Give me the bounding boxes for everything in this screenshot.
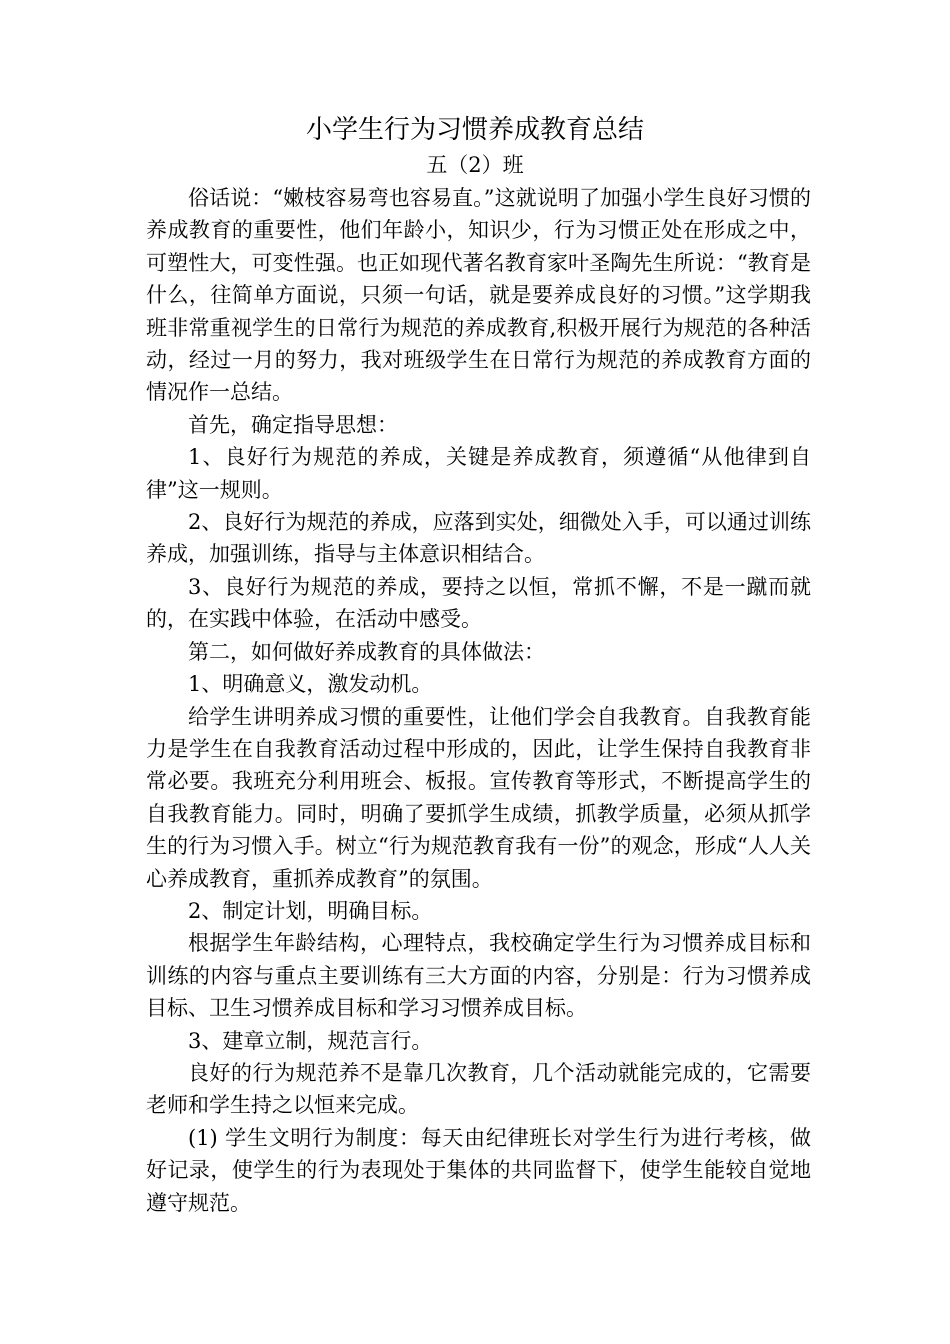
paragraph-method-1-heading: 1、明确意义，激发动机。 [188, 672, 433, 697]
paragraph-point-2: 2、良好行为规范的养成，应落到实处，细微处入手，可以通过训练养成，加强训练，指导与主体意识相结合。 [146, 510, 811, 567]
paragraph-intro: 俗话说：“嫩枝容易弯也容易直。”这就说明了加强小学生良好习惯的养成教育的重要性，他们年龄小，知识少，行为习惯正处在形成之中，可塑性大，可变性强。也正如现代著名教育家叶圣陶先生所说：“教育是什么，往简单方面说，只须一句话，就是要养成良好的习惯。”这学期我班非常重视学生的日常行为规范的养成教育,积极开展行为规范的各种活动，经过一月的努力，我对班级学生在日常行为规范的养成教育方面的情况作一总结。 [146, 186, 811, 405]
paragraph-methods-heading: 第二，如何做好养成教育的具体做法： [188, 639, 545, 664]
document-subtitle: 五（2）班 [426, 153, 524, 177]
paragraph-method-2-body: 根据学生年龄结构，心理特点，我校确定学生行为习惯养成目标和训练的内容与重点主要训练有三大方面的内容，分别是：行为习惯养成目标、卫生习惯养成目标和学习习惯养成目标。 [146, 931, 811, 1021]
paragraph-method-1-body: 给学生讲明养成习惯的重要性，让他们学会自我教育。自我教育能力是学生在自我教育活动过程中形成的，因此，让学生保持自我教育非常必要。我班充分利用班会、板报。宣传教育等形式，不断提高学生的自我教育能力。同时，明确了要抓学生成绩，抓教学质量，必须从抓学生的行为习惯入手。树立“行为规范教育我有一份”的观念，形成“人人关心养成教育，重抓养成教育”的氛围。 [146, 704, 811, 891]
paragraph-method-3-heading: 3、建章立制，规范言行。 [188, 1028, 433, 1053]
document-body [146, 182, 811, 1219]
paragraph-method-3-item-1: (1) 学生文明行为制度：每天由纪律班长对学生行为进行考核，做好记录，使学生的行为表现处于集体的共同监督下，使学生能较自觉地遵守规范。 [146, 1125, 811, 1215]
paragraph-method-2-heading: 2、制定计划，明确目标。 [188, 898, 433, 923]
paragraph-point-3: 3、良好行为规范的养成，要持之以恒，常抓不懈，不是一蹴而就的，在实践中体验，在活动中感受。 [146, 574, 811, 632]
paragraph-point-1: 1、良好行为规范的养成，关键是养成教育，须遵循“从他律到自律”这一规则。 [146, 445, 811, 502]
paragraph-method-3-body: 良好的行为规范养不是靠几次教育，几个活动就能完成的，它需要老师和学生持之以恒来完成。 [146, 1060, 811, 1118]
paragraph-guiding-thought: 首先，确定指导思想： [188, 412, 398, 437]
document-title: 小学生行为习惯养成教育总结 [305, 115, 644, 145]
